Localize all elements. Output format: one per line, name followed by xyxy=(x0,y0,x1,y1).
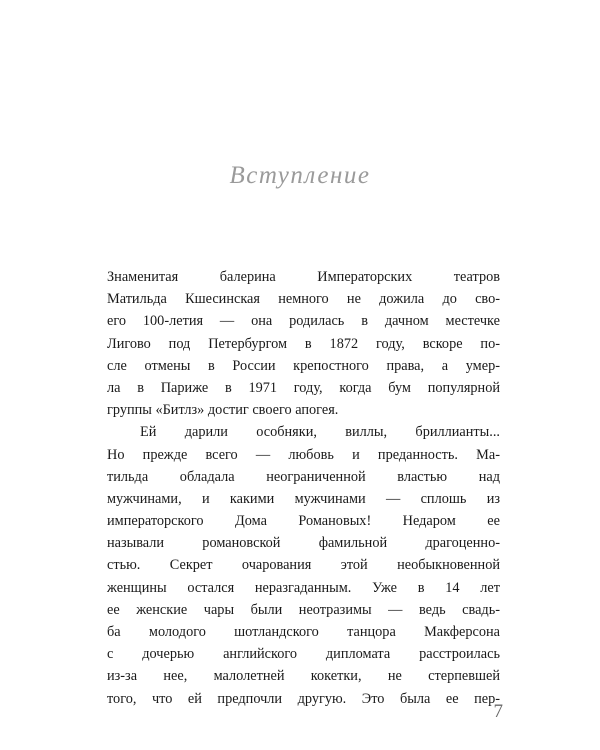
chapter-title: Вступление xyxy=(229,162,371,189)
text-line: Но прежде всего — любовь и преданность. Ма- xyxy=(107,446,500,463)
text-line: Знаменитая балерина Императорских театров xyxy=(107,269,500,285)
text-line: с дочерью английского дипломата расстроилась xyxy=(107,646,500,663)
text-line: группы «Битлз» достиг своего апогея. xyxy=(107,402,339,419)
text-line: его 100-летия — она родилась в дачном местечке xyxy=(107,313,500,330)
text-line: Матильда Кшесинская немного не дожила до сво- xyxy=(107,291,500,308)
text-line: женщины остался неразгаданным. Уже в 14 лет xyxy=(107,579,500,596)
text-line: тильда обладала неограниченной властью над xyxy=(107,468,500,485)
text-line: называли романовской фамильной драгоценно- xyxy=(107,535,500,552)
text-line: из-за нее, малолетней кокетки, не стерпевшей xyxy=(107,668,500,685)
body-text xyxy=(107,266,500,710)
text-line: ее женские чары были неотразимы — ведь свадь- xyxy=(107,601,500,618)
text-line: Ей дарили особняки, виллы, бриллианты... xyxy=(140,424,500,441)
text-line: императорского Дома Романовых! Недаром ее xyxy=(107,513,500,530)
text-line: стью. Секрет очарования этой необыкновенной xyxy=(107,557,500,574)
text-line: Лигово под Петербургом в 1872 году, вскоре по- xyxy=(107,335,500,352)
text-line: сле отмены в России крепостного права, а умер- xyxy=(107,357,500,374)
text-line: того, что ей предпочли другую. Это была ее пер- xyxy=(107,690,500,707)
text-line: ла в Париже в 1971 году, когда бум популярной xyxy=(107,379,500,396)
page-number: 7 xyxy=(493,701,503,722)
text-line: мужчинами, и какими мужчинами — сплошь из xyxy=(107,490,500,507)
text-line: ба молодого шотландского танцора Макферсона xyxy=(107,624,500,640)
